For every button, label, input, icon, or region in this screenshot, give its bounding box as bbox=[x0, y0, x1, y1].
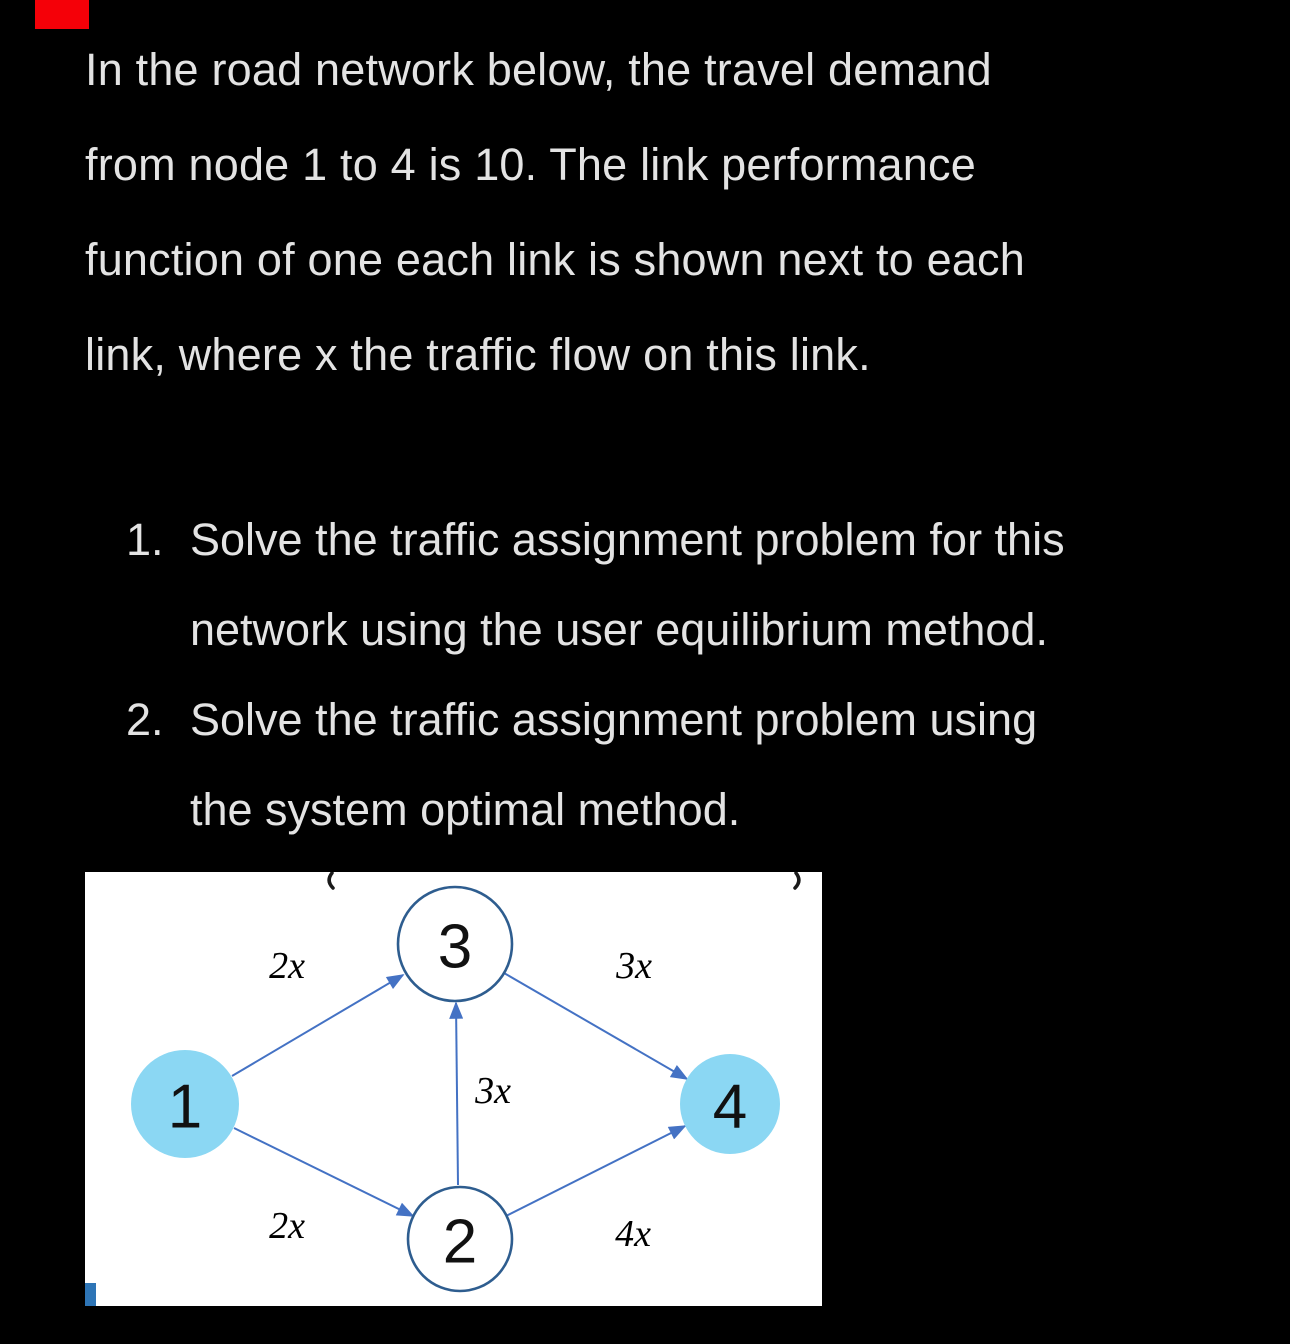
list-item-line: Solve the traffic assignment problem using bbox=[190, 694, 1038, 745]
road-network-figure bbox=[85, 872, 822, 1306]
edge-3-4 bbox=[504, 973, 687, 1079]
cropped-blue-artifact bbox=[85, 1283, 96, 1306]
edge-label-1-2: 2x bbox=[269, 1205, 305, 1247]
node-4-label: 4 bbox=[712, 1072, 748, 1142]
list-item-number: 2. bbox=[126, 694, 164, 745]
edge-1-2 bbox=[234, 1128, 413, 1216]
cropped-glyph-artifact-left bbox=[329, 873, 333, 888]
edge-label-2-4: 4x bbox=[615, 1213, 651, 1255]
task-list bbox=[126, 495, 1065, 855]
edge-1-3 bbox=[232, 975, 403, 1076]
list-item bbox=[126, 675, 1065, 855]
problem-statement bbox=[85, 22, 1025, 402]
edge-2-4 bbox=[506, 1126, 685, 1216]
paragraph-line: function of one each link is shown next to each bbox=[85, 234, 1025, 285]
paragraph-line: In the road network below, the travel demand bbox=[85, 44, 992, 95]
road-network-diagram bbox=[85, 872, 822, 1306]
list-item-text bbox=[190, 495, 1065, 675]
list-item-text bbox=[190, 675, 1037, 855]
node-1-label: 1 bbox=[167, 1072, 203, 1142]
edge-label-1-3: 2x bbox=[269, 945, 305, 987]
node-2-label: 2 bbox=[442, 1207, 478, 1277]
cropped-glyph-artifact-right bbox=[795, 873, 799, 888]
list-item-line: the system optimal method. bbox=[190, 784, 741, 835]
paragraph-line: link, where x the traffic flow on this link. bbox=[85, 329, 871, 380]
edge-2-3 bbox=[456, 1003, 458, 1185]
list-item-line: network using the user equilibrium method. bbox=[190, 604, 1048, 655]
node-3-label: 3 bbox=[437, 912, 473, 982]
edge-label-3-4: 3x bbox=[616, 945, 652, 987]
list-item-number: 1. bbox=[126, 514, 164, 565]
list-item-line: Solve the traffic assignment problem for this bbox=[190, 514, 1065, 565]
list-item bbox=[126, 495, 1065, 675]
edge-label-2-3: 3x bbox=[475, 1070, 511, 1112]
cropped-red-bar-artifact bbox=[35, 0, 89, 29]
paragraph-line: from node 1 to 4 is 10. The link performance bbox=[85, 139, 976, 190]
